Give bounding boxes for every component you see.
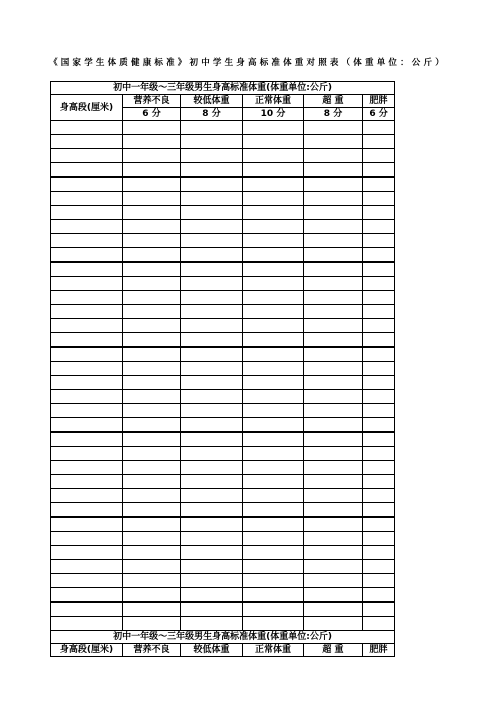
table-cell <box>304 362 363 376</box>
table-row <box>51 319 395 333</box>
table-cell <box>181 234 243 248</box>
score-normal-weight: 10 分 <box>243 108 304 121</box>
table-cell <box>51 489 123 503</box>
table-cell <box>363 475 395 489</box>
table-cell <box>181 305 243 319</box>
table-cell <box>181 149 243 163</box>
table-cell <box>363 418 395 433</box>
table-cell <box>181 277 243 291</box>
table-cell <box>304 432 363 447</box>
table-cell <box>51 177 123 192</box>
table-cell <box>363 376 395 390</box>
table-cell <box>51 220 123 234</box>
table-cell <box>51 418 123 433</box>
table-cell <box>51 305 123 319</box>
table-cell <box>181 121 243 135</box>
table-row <box>51 560 395 574</box>
table-cell <box>243 347 304 362</box>
table-cell <box>51 291 123 305</box>
table-cell <box>363 517 395 532</box>
table-cell <box>304 418 363 433</box>
table-cell <box>51 206 123 220</box>
table-cell <box>181 248 243 263</box>
table-cell <box>243 489 304 503</box>
table-cell <box>123 461 181 475</box>
table-row <box>51 461 395 475</box>
table-cell <box>363 149 395 163</box>
table-cell <box>181 206 243 220</box>
table-cell <box>243 192 304 206</box>
repeated-category-header-undernourished: 营养不良 <box>123 644 181 657</box>
table-cell <box>51 560 123 574</box>
table-cell <box>304 574 363 588</box>
table-cell <box>363 574 395 588</box>
table-row <box>51 447 395 461</box>
table-cell <box>243 206 304 220</box>
table-cell <box>123 333 181 348</box>
table-cell <box>243 277 304 291</box>
category-header-normal-weight: 正常体重 <box>243 95 304 108</box>
repeated-category-header-obese: 肥胖 <box>363 644 395 657</box>
table-row <box>51 418 395 433</box>
table-cell <box>181 220 243 234</box>
table-row <box>51 517 395 532</box>
table-cell <box>123 517 181 532</box>
table-cell <box>243 560 304 574</box>
table-row <box>51 135 395 149</box>
table-cell <box>243 220 304 234</box>
table-cell <box>363 503 395 518</box>
table-cell <box>304 503 363 518</box>
table-row <box>51 617 395 631</box>
table-cell <box>181 362 243 376</box>
table-cell <box>363 248 395 263</box>
table-cell <box>51 262 123 277</box>
score-undernourished: 6 分 <box>123 108 181 121</box>
table-cell <box>51 121 123 135</box>
table-cell <box>51 362 123 376</box>
table-cell <box>123 432 181 447</box>
table-cell <box>243 163 304 178</box>
table-cell <box>181 546 243 560</box>
table-cell <box>51 532 123 546</box>
table-cell <box>363 461 395 475</box>
table-cell <box>51 319 123 333</box>
table-cell <box>304 135 363 149</box>
table-cell <box>363 319 395 333</box>
table-cell <box>123 532 181 546</box>
table-cell <box>304 220 363 234</box>
table-cell <box>363 277 395 291</box>
category-header-undernourished: 营养不良 <box>123 95 181 108</box>
table-cell <box>51 376 123 390</box>
table-cell <box>243 121 304 135</box>
table-cell <box>243 376 304 390</box>
table-cell <box>304 149 363 163</box>
table-cell <box>181 177 243 192</box>
table-cell <box>304 602 363 617</box>
table-cell <box>304 517 363 532</box>
table-cell <box>123 489 181 503</box>
table-cell <box>123 220 181 234</box>
table-cell <box>243 390 304 404</box>
table-cell <box>181 163 243 178</box>
table-cell <box>123 574 181 588</box>
table-cell <box>123 206 181 220</box>
table-row <box>51 503 395 518</box>
table-cell <box>123 390 181 404</box>
table-cell <box>243 461 304 475</box>
table-cell <box>243 404 304 418</box>
table-cell <box>123 347 181 362</box>
height-range-header: 身高段(厘米) <box>51 95 123 121</box>
table-cell <box>304 177 363 192</box>
table-cell <box>363 192 395 206</box>
table-cell <box>363 532 395 546</box>
table-cell <box>181 390 243 404</box>
table-cell <box>123 277 181 291</box>
table-cell <box>123 588 181 603</box>
table-cell <box>181 560 243 574</box>
table-cell <box>51 404 123 418</box>
table-cell <box>243 234 304 248</box>
table-cell <box>243 177 304 192</box>
table-cell <box>363 489 395 503</box>
table-cell <box>181 617 243 631</box>
table-cell <box>304 404 363 418</box>
repeated-table-caption: 初中一年级～三年级男生身高标准体重(体重单位:公斤) <box>51 631 395 644</box>
page-title: 《国家学生体质健康标准》初中学生身高标准体重对照表（体重单位：公斤） <box>49 58 447 68</box>
table-cell <box>181 588 243 603</box>
table-row <box>51 376 395 390</box>
table-cell <box>181 135 243 149</box>
table-cell <box>123 503 181 518</box>
table-cell <box>363 432 395 447</box>
table-cell <box>123 305 181 319</box>
table-row <box>51 234 395 248</box>
repeated-category-header-low-weight: 较低体重 <box>181 644 243 657</box>
table-cell <box>51 149 123 163</box>
table-row <box>51 305 395 319</box>
table-cell <box>181 291 243 305</box>
table-cell <box>181 461 243 475</box>
table-cell <box>51 447 123 461</box>
table-cell <box>243 532 304 546</box>
table-cell <box>181 503 243 518</box>
table-cell <box>181 347 243 362</box>
table-cell <box>123 121 181 135</box>
table-cell <box>123 475 181 489</box>
category-header-overweight: 超 重 <box>304 95 363 108</box>
table-cell <box>123 418 181 433</box>
table-cell <box>243 574 304 588</box>
table-row <box>51 404 395 418</box>
table-cell <box>123 447 181 461</box>
table-cell <box>363 305 395 319</box>
table-cell <box>123 362 181 376</box>
table-cell <box>51 234 123 248</box>
table-cell <box>304 390 363 404</box>
table-cell <box>51 277 123 291</box>
table-cell <box>51 432 123 447</box>
table-cell <box>51 248 123 263</box>
table-cell <box>363 390 395 404</box>
table-row <box>51 291 395 305</box>
table-row <box>51 390 395 404</box>
table-cell <box>304 475 363 489</box>
table-cell <box>363 121 395 135</box>
table-cell <box>123 262 181 277</box>
table-cell <box>181 376 243 390</box>
table-row <box>51 532 395 546</box>
table-cell <box>363 588 395 603</box>
table-cell <box>51 163 123 178</box>
table-cell <box>304 206 363 220</box>
table-cell <box>123 560 181 574</box>
table-cell <box>243 588 304 603</box>
table-cell <box>363 546 395 560</box>
table-row <box>51 163 395 178</box>
table-cell <box>304 248 363 263</box>
table-cell <box>304 192 363 206</box>
table-cell <box>243 503 304 518</box>
table-cell <box>304 163 363 178</box>
table-cell <box>181 319 243 333</box>
table-row <box>51 220 395 234</box>
table-cell <box>51 588 123 603</box>
table-cell <box>363 362 395 376</box>
table-cell <box>363 220 395 234</box>
table-row <box>51 262 395 277</box>
table-row <box>51 362 395 376</box>
category-header-obese: 肥胖 <box>363 95 395 108</box>
table-cell <box>363 617 395 631</box>
table-cell <box>363 447 395 461</box>
table-cell <box>181 333 243 348</box>
table-cell <box>123 248 181 263</box>
table-cell <box>51 347 123 362</box>
table-cell <box>243 262 304 277</box>
table-cell <box>51 574 123 588</box>
table-row <box>51 432 395 447</box>
table-cell <box>123 149 181 163</box>
table-cell <box>304 461 363 475</box>
table-cell <box>181 262 243 277</box>
table-cell <box>123 135 181 149</box>
table-cell <box>304 347 363 362</box>
repeated-category-header-normal-weight: 正常体重 <box>243 644 304 657</box>
table-cell <box>181 532 243 546</box>
table-cell <box>363 404 395 418</box>
table-row <box>51 277 395 291</box>
table-cell <box>304 617 363 631</box>
table-cell <box>304 333 363 348</box>
category-header-low-weight: 较低体重 <box>181 95 243 108</box>
table-cell <box>363 602 395 617</box>
table-row <box>51 347 395 362</box>
table-cell <box>51 602 123 617</box>
table-cell <box>181 574 243 588</box>
table-cell <box>304 447 363 461</box>
table-caption: 初中一年级～三年级男生身高标准体重(体重单位:公斤) <box>51 82 395 95</box>
table-cell <box>243 447 304 461</box>
table-cell <box>243 617 304 631</box>
table-cell <box>51 503 123 518</box>
table-cell <box>123 376 181 390</box>
table-cell <box>181 432 243 447</box>
table-cell <box>243 135 304 149</box>
table-cell <box>304 291 363 305</box>
table-cell <box>304 588 363 603</box>
table-cell <box>304 305 363 319</box>
table-cell <box>181 418 243 433</box>
table-cell <box>304 319 363 333</box>
table-row <box>51 475 395 489</box>
table-cell <box>123 546 181 560</box>
table-cell <box>243 305 304 319</box>
table-cell <box>51 461 123 475</box>
table-cell <box>363 163 395 178</box>
table-cell <box>51 390 123 404</box>
table-row <box>51 177 395 192</box>
table-cell <box>181 517 243 532</box>
table-row <box>51 546 395 560</box>
table-cell <box>51 333 123 348</box>
table-row <box>51 574 395 588</box>
score-overweight: 8 分 <box>304 108 363 121</box>
repeated-height-range-header: 身高段(厘米) <box>51 644 123 657</box>
table-row <box>51 248 395 263</box>
repeated-category-header-overweight: 超 重 <box>304 644 363 657</box>
table-row <box>51 149 395 163</box>
table-cell <box>181 192 243 206</box>
table-cell <box>181 489 243 503</box>
table-cell <box>181 404 243 418</box>
table-cell <box>243 291 304 305</box>
table-cell <box>363 262 395 277</box>
table-cell <box>363 347 395 362</box>
table-cell <box>243 149 304 163</box>
table-cell <box>363 135 395 149</box>
height-weight-table <box>50 81 395 657</box>
table-cell <box>363 234 395 248</box>
table-cell <box>363 206 395 220</box>
score-low-weight: 8 分 <box>181 108 243 121</box>
table-cell <box>363 333 395 348</box>
table-cell <box>243 546 304 560</box>
table-row <box>51 121 395 135</box>
table-cell <box>304 546 363 560</box>
table-cell <box>304 277 363 291</box>
table-cell <box>123 234 181 248</box>
table-cell <box>51 546 123 560</box>
table-cell <box>51 517 123 532</box>
table-cell <box>123 404 181 418</box>
table-cell <box>243 418 304 433</box>
table-cell <box>363 560 395 574</box>
table-row <box>51 489 395 503</box>
table-cell <box>243 333 304 348</box>
table-cell <box>123 291 181 305</box>
table-row <box>51 192 395 206</box>
table-cell <box>304 121 363 135</box>
table-cell <box>304 262 363 277</box>
table-cell <box>181 447 243 461</box>
table-cell <box>363 177 395 192</box>
table-cell <box>123 602 181 617</box>
table-cell <box>304 532 363 546</box>
table-cell <box>123 163 181 178</box>
table-cell <box>51 135 123 149</box>
table-row <box>51 602 395 617</box>
table-cell <box>123 617 181 631</box>
table-cell <box>51 617 123 631</box>
score-obese: 6 分 <box>363 108 395 121</box>
table-cell <box>304 560 363 574</box>
table-row <box>51 206 395 220</box>
table-cell <box>243 475 304 489</box>
table-cell <box>243 517 304 532</box>
table-cell <box>243 432 304 447</box>
table-cell <box>363 291 395 305</box>
table-cell <box>123 192 181 206</box>
table-cell <box>51 475 123 489</box>
table-cell <box>243 319 304 333</box>
table-cell <box>123 319 181 333</box>
table-cell <box>181 475 243 489</box>
table-cell <box>243 602 304 617</box>
table-cell <box>304 376 363 390</box>
table-cell <box>51 192 123 206</box>
table-cell <box>304 234 363 248</box>
table-cell <box>243 248 304 263</box>
table-cell <box>123 177 181 192</box>
table-row <box>51 588 395 603</box>
table-cell <box>181 602 243 617</box>
table-cell <box>304 489 363 503</box>
table-row <box>51 333 395 348</box>
table-cell <box>243 362 304 376</box>
